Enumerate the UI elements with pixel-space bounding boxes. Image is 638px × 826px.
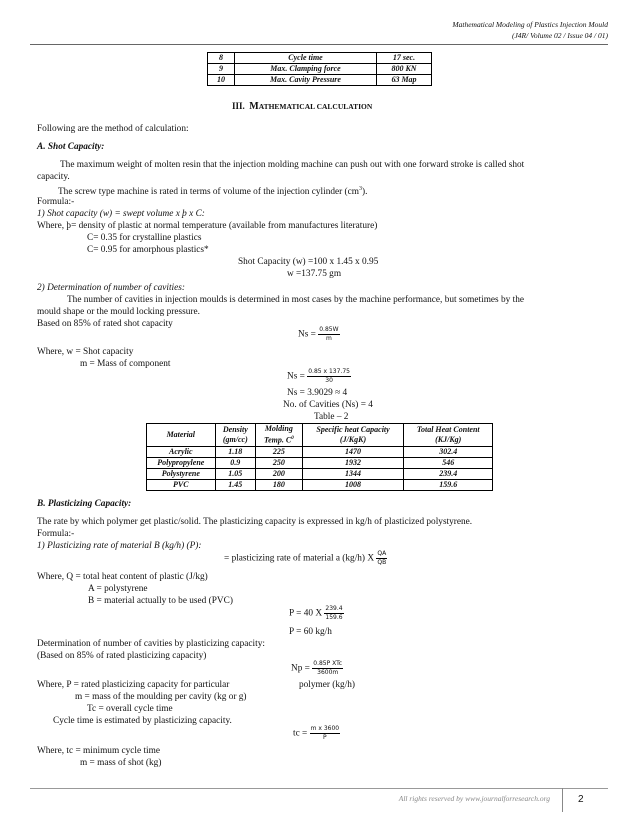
cycle-time-estimate: Cycle time is estimated by plasticizing capacity.	[53, 716, 232, 726]
table-cell: PVC	[147, 479, 216, 490]
footer-rule	[30, 788, 608, 789]
footer-copyright: All rights reserved by www.journalforresearch.org	[398, 794, 550, 803]
section-b-title: B. Plasticizing Capacity:	[37, 499, 132, 509]
rated-shot-text: Based on 85% of rated shot capacity	[37, 319, 173, 329]
table-cell: Polypropylene	[147, 457, 216, 468]
table-row	[147, 446, 493, 457]
no-of-cavities: No. of Cavities (Ns) = 4	[283, 400, 373, 410]
p-result: P = 60 kg/h	[289, 627, 332, 637]
table-cell: 1008	[302, 479, 404, 490]
table-cell: 159.6	[404, 479, 493, 490]
table-cell: Polystyrene	[147, 468, 216, 479]
formula-label-b: Formula:-	[37, 529, 75, 539]
plasticizing-eq: = plasticizing rate of material a (kg/h) X $\frac{QA}{QB}$	[224, 550, 387, 566]
formula-plasticizing-rate: 1) Plasticizing rate of material B (kg/h) (P):	[37, 541, 202, 551]
table-cell: 0.9	[215, 457, 255, 468]
tc-formula: tc = $\frac{\text{m x 3600}}{P}$	[293, 725, 340, 741]
where-rated-plasticizing-a: Where, P = rated plasticizing capacity for particular	[37, 680, 230, 690]
table-row	[147, 468, 493, 479]
b-material: B = material actually to be used (PVC)	[88, 596, 233, 606]
ns-formula: Ns = $\frac{0.85W}{m}$	[298, 326, 339, 342]
ns-calc-formula: Ns = $\frac{0.85 x 137.75}{30}$	[287, 368, 350, 384]
shot-para-1a: The maximum weight of molten resin that the injection molding machine can push out with one forward stroke is called shot	[60, 160, 525, 170]
shot-calc-2: w =137.75 gm	[287, 269, 342, 279]
m-mass-shot: m = mass of shot (kg)	[80, 758, 162, 768]
a-polystyrene: A = polystyrene	[88, 584, 148, 594]
plasticizing-determination: Determination of number of cavities by plasticizing capacity:	[37, 639, 265, 649]
table-row	[147, 457, 493, 468]
where-heat-content: Where, Q = total heat content of plastic (J/kg)	[37, 572, 208, 582]
page-number: 2	[578, 794, 584, 805]
table-cell: 225	[256, 446, 303, 457]
cavities-para-b: mould shape or the mould locking pressure.	[37, 307, 200, 317]
table-cell: 1.18	[215, 446, 255, 457]
header-rule	[30, 44, 608, 45]
heat-content-table	[146, 423, 493, 491]
ns-result: Ns = 3.9029 ≈ 4	[287, 388, 348, 398]
shot-para-1b: capacity.	[37, 172, 70, 182]
spec-cell-param: Cycle time	[235, 53, 377, 64]
table-cell: 1.45	[215, 479, 255, 490]
where-rated-plasticizing-b: polymer (kg/h)	[299, 680, 356, 690]
tc-overall: Tc = overall cycle time	[87, 704, 173, 714]
m-mass-moulding: m = mass of the moulding per cavity (kg or g)	[75, 692, 247, 702]
table-cell: 1932	[302, 457, 404, 468]
machine-spec-table	[207, 52, 432, 86]
c-amorphous: C= 0.95 for amorphous plastics*	[87, 245, 209, 255]
spec-cell-param: Max. Cavity Pressure	[235, 75, 377, 86]
plasticizing-para: The rate by which polymer get plastic/solid. The plasticizing capacity is expressed in kg/h of plasticized polystyrene.	[37, 517, 473, 527]
intro-text: Following are the method of calculation:	[37, 124, 189, 134]
header-journal-title: Mathematical Modeling of Plastics Injection Mould	[452, 20, 608, 29]
where-density: Where, þ= density of plastic at normal temperature (available from manufactures literature)	[37, 221, 378, 231]
c-crystalline: C= 0.35 for crystalline plastics	[87, 233, 202, 243]
table-cell: 250	[256, 457, 303, 468]
table-cell: 1.05	[215, 468, 255, 479]
footer-divider	[562, 788, 563, 812]
spec-cell-param: Max. Clamping force	[235, 64, 377, 75]
np-formula: Np = $\frac{\text{0.85P XTc}}{3600m}$	[291, 660, 343, 676]
table-cell: 239.4	[404, 468, 493, 479]
spec-cell-no: 8	[208, 53, 235, 64]
spec-row	[208, 64, 432, 75]
p-formula: P = 40 X $\frac{239.4}{159.6}$	[289, 605, 343, 621]
th-density: Density (gm/cc)	[215, 424, 255, 447]
header-volume: (J4R/ Volume 02 / Issue 04 / 01)	[511, 31, 608, 40]
where-shot-capacity: Where, w = Shot capacity	[37, 347, 134, 357]
spec-cell-value: 800 KN	[377, 64, 432, 75]
table-cell: 180	[256, 479, 303, 490]
th-specific-heat: Specific heat Capacity (J/KgK)	[302, 424, 404, 447]
table-cell: 200	[256, 468, 303, 479]
where-min-cycle: Where, tc = minimum cycle time	[37, 746, 160, 756]
where-mass-component: m = Mass of component	[80, 359, 171, 369]
table-cell: Acrylic	[147, 446, 216, 457]
formula-cavities: 2) Determination of number of cavities:	[37, 283, 185, 293]
shot-calc-1: Shot Capacity (w) =100 x 1.45 x 0.95	[238, 257, 379, 267]
spec-cell-value: 17 sec.	[377, 53, 432, 64]
table-row	[147, 479, 493, 490]
spec-row	[208, 53, 432, 64]
formula-shot-capacity: 1) Shot capacity (w) = swept volume x þ x C:	[37, 209, 205, 219]
spec-cell-no: 9	[208, 64, 235, 75]
cavities-para-a: The number of cavities in injection moulds is determined in most cases by the machine performance, but sometimes by the	[67, 295, 524, 305]
spec-row	[208, 75, 432, 86]
table-2-caption: Table – 2	[314, 412, 349, 422]
table-cell: 302.4	[404, 446, 493, 457]
shot-para-2: The screw type machine is rated in terms of volume of the injection cylinder $(cm^3)$.	[58, 186, 368, 198]
spec-cell-value: 63 Map	[377, 75, 432, 86]
section-heading: III. MATHEMATICAL CALCULATION	[232, 101, 373, 112]
section-a-title: A. Shot Capacity:	[37, 142, 105, 152]
rated-plasticizing-text: (Based on 85% of rated plasticizing capacity)	[37, 651, 207, 661]
formula-label-a: Formula:-	[37, 197, 75, 207]
th-material: Material	[147, 424, 216, 447]
table-cell: 1470	[302, 446, 404, 457]
table-cell: 1344	[302, 468, 404, 479]
th-temp: Molding Temp. $C^0$	[256, 424, 303, 447]
th-total-heat: Total Heat Content (KJ/Kg)	[404, 424, 493, 447]
spec-cell-no: 10	[208, 75, 235, 86]
table-cell: 546	[404, 457, 493, 468]
